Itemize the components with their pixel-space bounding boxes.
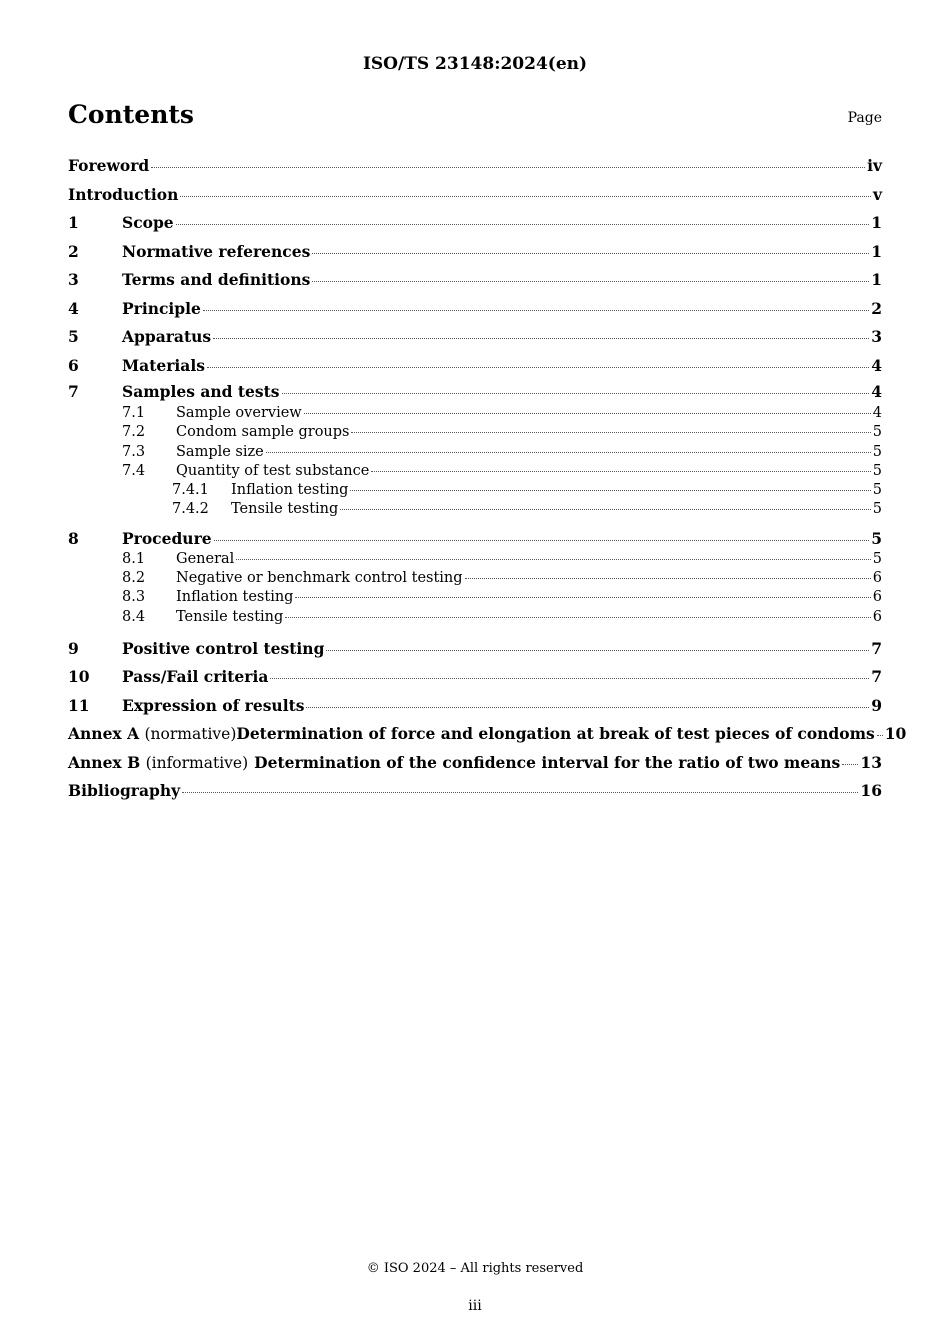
toc-entry-page: 6 (872, 589, 882, 606)
toc-entry-number: 8 (68, 528, 79, 548)
toc-entry-number: 8.2 (122, 570, 146, 587)
toc-entry-page: 5 (872, 550, 882, 567)
toc-entry-page: v (872, 184, 882, 204)
toc-entry-number: 7.1 (122, 405, 146, 421)
dot-leader (465, 578, 871, 579)
toc-entry-title: Inflation testing (176, 589, 294, 606)
toc-entry-title: Normative references (122, 241, 311, 261)
toc-entry-inflation-testing-7-4-1[interactable] (68, 481, 882, 500)
toc-entry-page: 2 (871, 298, 882, 318)
toc-entry-title: Scope (122, 213, 174, 232)
dot-leader (236, 559, 870, 560)
dot-leader (340, 509, 870, 510)
toc-entry-page: iv (867, 156, 882, 175)
toc-entry-title: Introduction (68, 184, 179, 204)
toc-entry-number: 5 (68, 327, 79, 346)
toc-entry-page: 5 (872, 443, 882, 460)
toc-entry-page: 5 (871, 528, 882, 548)
toc-entry-title: Apparatus (122, 327, 212, 346)
toc-entry-materials[interactable] (68, 352, 882, 381)
toc-entry-title: Quantity of test substance (176, 462, 370, 479)
document-identifier: ISO/TS 23148:2024(en) (362, 54, 588, 74)
toc-entry-page: 1 (871, 213, 882, 232)
dot-leader (842, 764, 858, 765)
toc-entry-title: Condom sample groups (176, 424, 350, 441)
table-of-contents (68, 152, 907, 806)
dot-leader (203, 310, 869, 311)
toc-entry-quantity-of-test-substance[interactable] (68, 462, 882, 481)
toc-entry-page: 7 (871, 667, 882, 687)
toc-entry-procedure[interactable] (68, 528, 882, 550)
toc-entry-number: 7.4 (122, 462, 146, 479)
dot-leader (295, 597, 870, 598)
toc-entry-number: 6 (68, 355, 79, 375)
toc-entry-annex-b[interactable] (68, 749, 882, 778)
toc-entry-title: Foreword (68, 156, 150, 175)
toc-entry-page: 7 (871, 638, 882, 658)
annex-status: (normative) (144, 725, 237, 744)
dot-leader (350, 490, 870, 491)
dot-leader (326, 650, 869, 651)
dot-leader (877, 735, 883, 736)
toc-entry-page: 6 (872, 570, 882, 587)
toc-entry-page: 4 (871, 382, 882, 401)
dot-leader (214, 540, 870, 541)
dot-leader (312, 281, 869, 282)
toc-entry-title: Samples and tests (122, 382, 280, 401)
annex-label: Annex B (68, 752, 141, 772)
dot-leader (304, 413, 871, 414)
toc-entry-title: Tensile testing (231, 501, 339, 518)
toc-entry-page: 5 (872, 462, 882, 479)
toc-entry-foreword[interactable] (68, 152, 882, 181)
toc-entry-page: 6 (872, 608, 882, 625)
dot-leader (213, 338, 869, 339)
toc-entry-page: 4 (872, 405, 882, 421)
dot-leader (266, 452, 871, 453)
toc-entry-page: 4 (871, 355, 882, 375)
toc-entry-page: 10 (884, 724, 907, 744)
dot-leader (151, 167, 865, 168)
toc-entry-title: Determination of force and elongation at break of test pieces of condoms (236, 724, 875, 744)
toc-entry-title: Tensile testing (176, 608, 284, 625)
toc-entry-title: Terms and definitions (122, 270, 311, 289)
toc-entry-number: 7.3 (122, 443, 146, 460)
toc-entry-scope[interactable] (68, 209, 882, 238)
toc-entry-page: 1 (871, 241, 882, 261)
toc-entry-number: 8.3 (122, 589, 146, 606)
toc-entry-annex-a[interactable] (68, 720, 907, 749)
toc-entry-page: 3 (871, 327, 882, 346)
toc-entry-title: Inflation testing (231, 482, 349, 499)
dot-leader (182, 792, 858, 793)
toc-entry-title: Determination of the confidence interval for the ratio of two means (254, 752, 841, 772)
toc-entry-title: Principle (122, 298, 201, 318)
toc-entry-positive-control-testing[interactable] (68, 635, 882, 664)
toc-entry-number: 8.1 (122, 550, 146, 567)
toc-entry-number: 2 (68, 241, 79, 261)
toc-entry-title: Sample overview (176, 405, 302, 421)
dot-leader (176, 224, 870, 225)
dot-leader (270, 678, 869, 679)
copyright-notice: © ISO 2024 – All rights reserved (366, 1261, 584, 1276)
toc-entry-expression-of-results[interactable] (68, 692, 882, 721)
toc-entry-number: 7.4.1 (172, 482, 209, 499)
toc-entry-inflation-testing-8-3[interactable] (68, 588, 882, 607)
toc-entry-principle[interactable] (68, 295, 882, 324)
annex-label: Annex A (68, 724, 140, 744)
toc-entry-general[interactable] (68, 550, 882, 569)
dot-leader (351, 432, 870, 433)
toc-entry-introduction[interactable] (68, 181, 882, 210)
dot-leader (180, 196, 871, 197)
toc-entry-number: 7.4.2 (172, 501, 209, 518)
toc-entry-number: 11 (68, 695, 90, 715)
dot-leader (282, 393, 870, 394)
toc-entry-terms-and-definitions[interactable] (68, 266, 882, 295)
annex-status: (informative) (145, 753, 249, 772)
dot-leader (371, 471, 870, 472)
toc-entry-number: 3 (68, 270, 79, 289)
toc-entry-sample-size[interactable] (68, 443, 882, 462)
toc-entry-number: 7 (68, 382, 79, 401)
toc-entry-title: Pass/Fail criteria (122, 667, 269, 687)
toc-entry-number: 4 (68, 298, 79, 318)
toc-entry-page: 9 (871, 695, 882, 715)
toc-entry-title: Positive control testing (122, 638, 325, 658)
toc-entry-negative-control-testing[interactable] (68, 569, 882, 588)
toc-entry-sample-overview[interactable] (68, 404, 882, 423)
page-title: Contents (68, 100, 195, 129)
toc-entry-number: 10 (68, 667, 90, 687)
toc-entry-title: Expression of results (122, 695, 305, 715)
toc-entry-page: 5 (872, 482, 882, 499)
toc-entry-condom-sample-groups[interactable] (68, 423, 882, 442)
toc-entry-page: 5 (872, 501, 882, 518)
toc-entry-title: General (176, 550, 235, 567)
dot-leader (312, 253, 869, 254)
toc-entry-title: Materials (122, 355, 205, 375)
dot-leader (306, 707, 869, 708)
toc-entry-apparatus[interactable] (68, 323, 882, 352)
toc-entry-page: 16 (860, 781, 882, 801)
toc-entry-tensile-testing-8-4[interactable] (68, 608, 882, 627)
dot-leader (207, 367, 869, 368)
toc-entry-number: 1 (68, 213, 79, 232)
page-number: iii (468, 1298, 482, 1314)
toc-entry-tensile-testing-7-4-2[interactable] (68, 500, 882, 519)
toc-entry-number: 8.4 (122, 608, 146, 625)
toc-entry-normative-references[interactable] (68, 238, 882, 267)
toc-entry-title: Procedure (122, 528, 212, 548)
dot-leader (285, 617, 870, 618)
toc-entry-title: Negative or benchmark control testing (176, 570, 463, 587)
toc-entry-pass-fail-criteria[interactable] (68, 663, 882, 692)
toc-entry-title: Bibliography (68, 781, 181, 801)
toc-entry-page: 1 (871, 270, 882, 289)
toc-entry-page: 5 (872, 424, 882, 441)
toc-entry-bibliography[interactable] (68, 777, 882, 806)
toc-entry-title: Sample size (176, 443, 264, 460)
toc-entry-samples-and-tests[interactable] (68, 380, 882, 404)
toc-entry-number: 9 (68, 638, 79, 658)
toc-entry-number: 7.2 (122, 424, 146, 441)
page-column-label: Page (847, 110, 882, 126)
toc-entry-page: 13 (860, 752, 882, 772)
